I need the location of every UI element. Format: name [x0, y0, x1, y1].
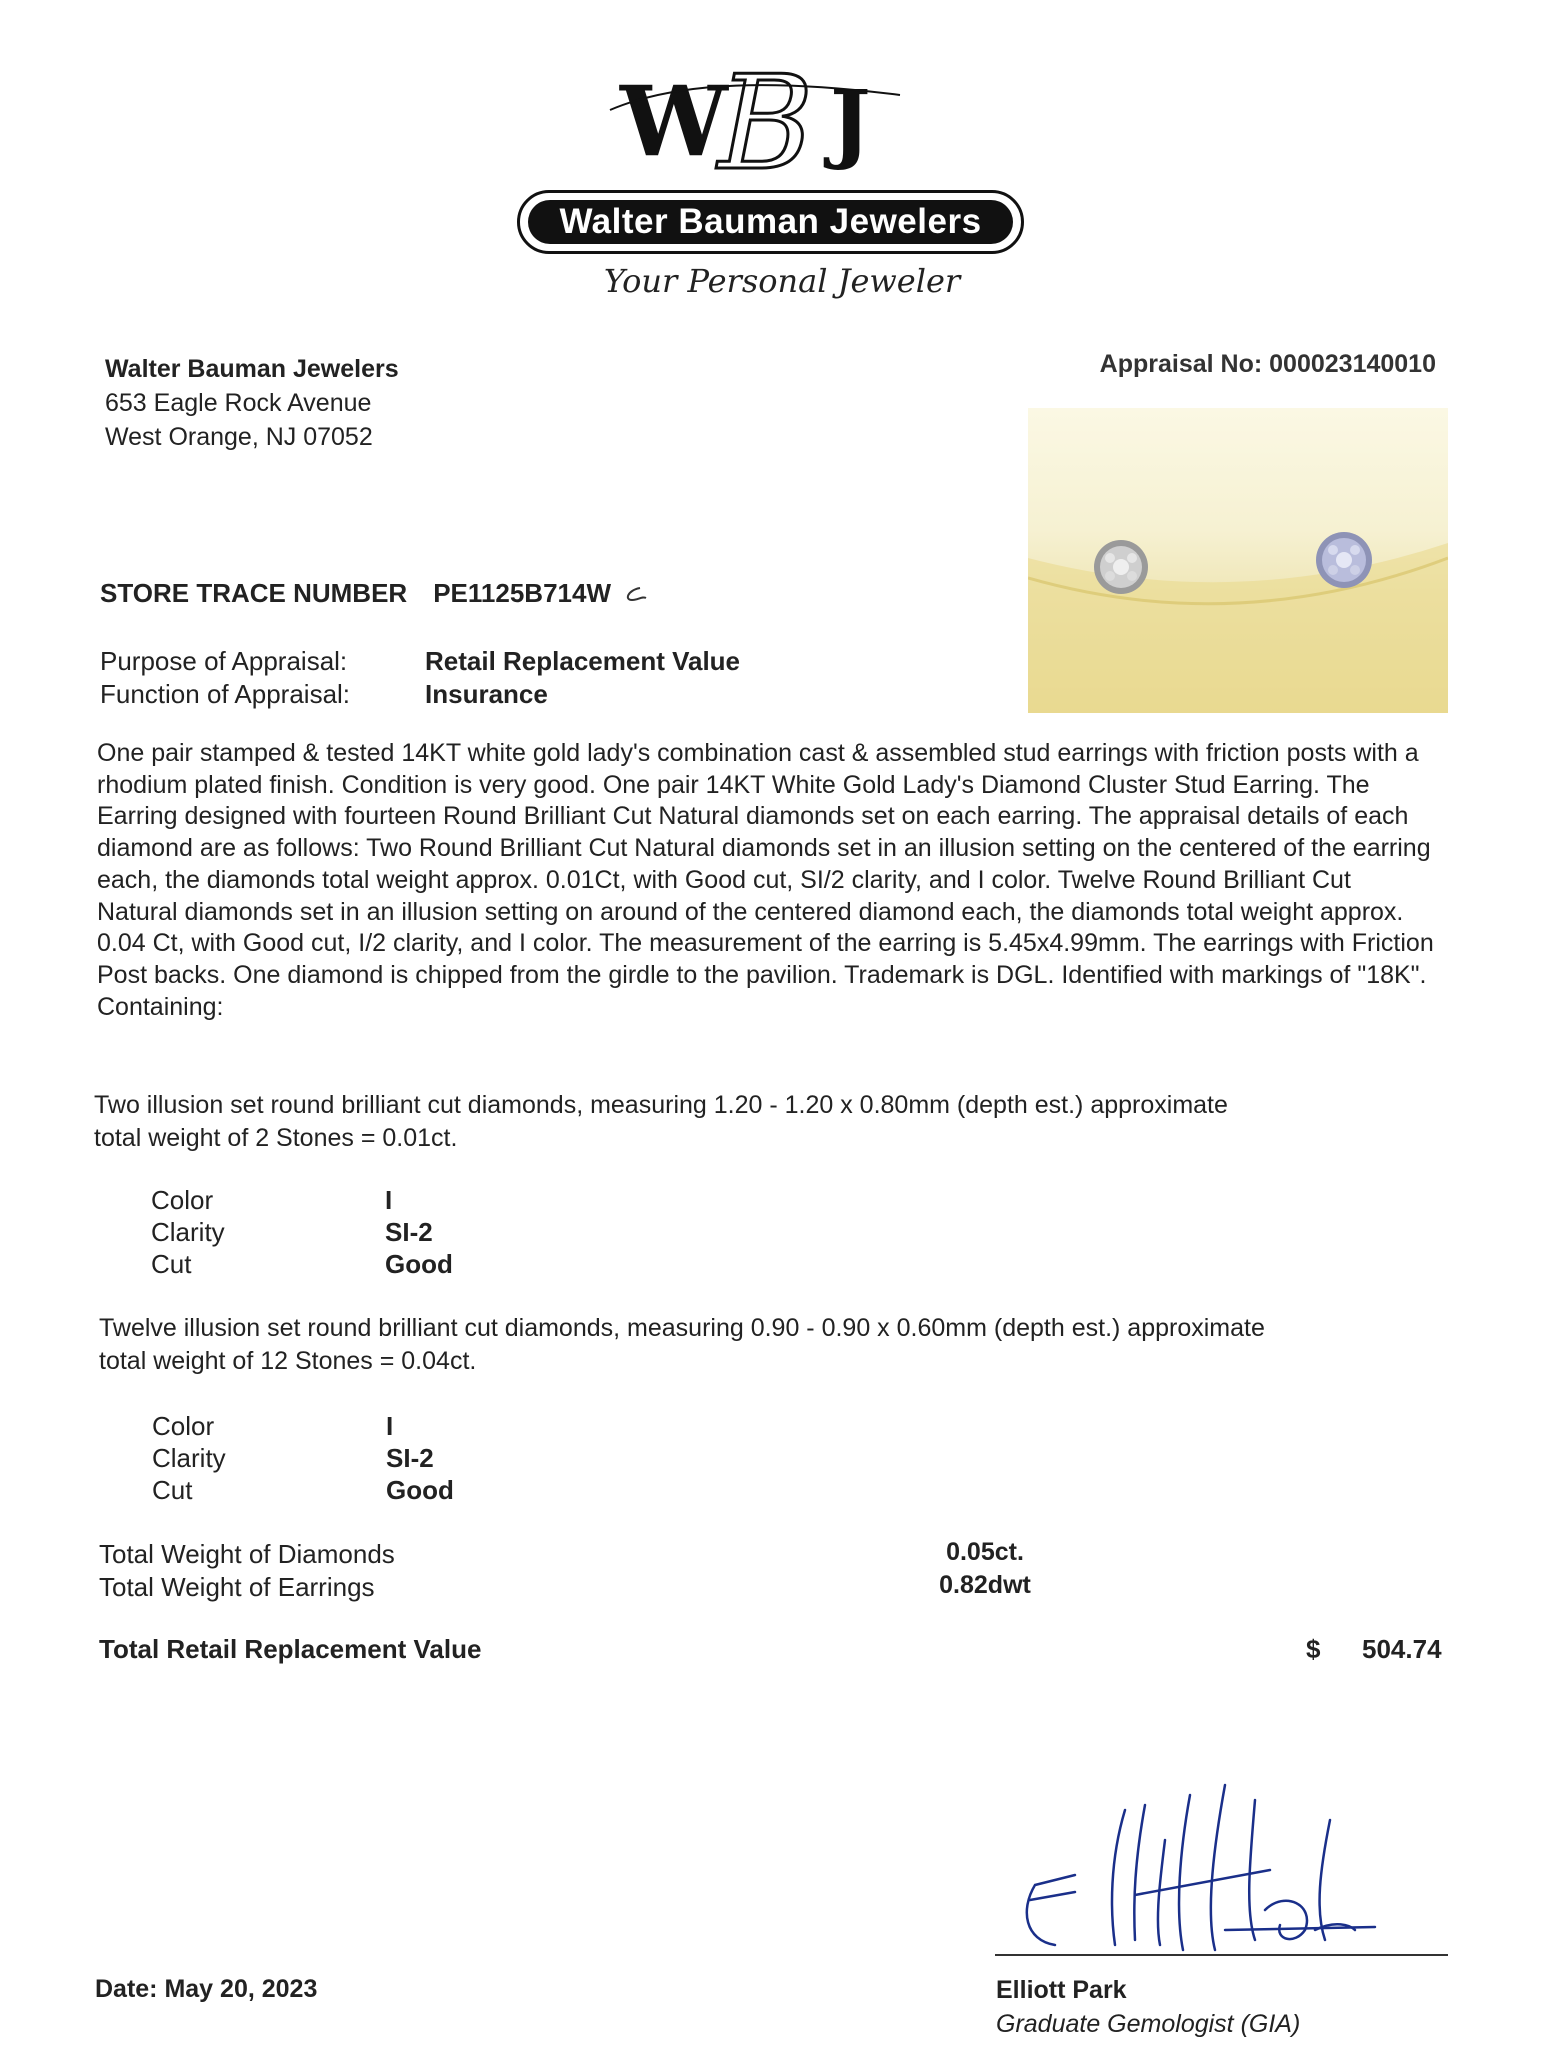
trace-label: STORE TRACE NUMBER	[100, 578, 408, 608]
total-earrings-label: Total Weight of Earrings	[99, 1572, 375, 1602]
appraisal-date: Date: May 20, 2023	[95, 1975, 318, 2003]
cut-label: Cut	[151, 1249, 192, 1279]
stone-set-2-line1: Twelve illusion set round brilliant cut diamonds, measuring 0.90 - 0.90 x 0.60mm (depth est.) approximate	[99, 1314, 1265, 1342]
svg-text:J: J	[830, 72, 871, 173]
earrings-photo	[1028, 408, 1448, 713]
store-city: West Orange, NJ 07052	[105, 423, 373, 451]
color-value: I	[385, 1185, 393, 1215]
color-label: Color	[151, 1185, 214, 1215]
totals-labels	[99, 1538, 395, 1604]
purpose-value: Retail Replacement Value	[425, 646, 741, 676]
totals-values	[935, 1536, 1035, 1602]
currency-symbol: $	[1306, 1634, 1321, 1664]
total-earrings-value: 0.82dwt	[939, 1571, 1031, 1599]
purpose-row	[100, 645, 740, 678]
brand-tagline: Your Personal Jeweler	[603, 262, 961, 300]
left-earring	[1094, 540, 1148, 594]
clarity-label: Clarity	[152, 1443, 226, 1473]
wbj-monogram	[600, 40, 920, 200]
handwritten-mark	[618, 584, 648, 606]
stone-set-2-grades	[152, 1410, 454, 1506]
brand-name: Walter Bauman Jewelers	[528, 200, 1013, 244]
trace-value: PE1125B714W	[433, 578, 611, 608]
purpose-block	[100, 645, 740, 711]
right-earring	[1316, 532, 1372, 588]
svg-text:B: B	[718, 47, 814, 199]
item-description: One pair stamped & tested 14KT white gold lady's combination cast & assembled stud earrings with friction posts with a rhodium plated finish. Condition is very good. One pair 14KT White Gold Lady's Diamond Cluster Stud Earring. The Earring designed with fourteen Round Brilliant Cut Natural diamonds set on each earring. The appraisal details of each diamond are as follows: Two Round Brilliant Cut Natural diamonds set in an illusion setting on the centered of the earring each, the diamonds total weight approx. 0.01Ct, with Good cut, SI/2 clarity, and I color. Twelve Round Brilliant Cut Natural diamonds set in an illusion setting on around of the centered diamond each, the diamonds total weight approx. 0.04 Ct, with Good cut, I/2 clarity, and I color. The measurement of the earring is 5.45x4.99mm. The earrings with Friction Post backs. One diamond is chipped from the girdle to the pavilion. Trademark is DGL. Identified with markings of "18K". Containing:	[97, 739, 1434, 1021]
cut-value: Good	[386, 1475, 454, 1505]
earrings-photo-drawing	[1028, 408, 1448, 713]
color-label: Color	[152, 1411, 215, 1441]
function-row	[100, 678, 740, 711]
total-diamonds-label: Total Weight of Diamonds	[99, 1539, 395, 1569]
signature-line	[995, 1954, 1448, 1956]
stone-set-1	[94, 1089, 1474, 1155]
svg-text:W: W	[620, 65, 728, 178]
purpose-label: Purpose of Appraisal:	[100, 646, 348, 676]
cut-value: Good	[385, 1249, 453, 1279]
stone-set-2	[99, 1312, 1479, 1378]
signer-name: Elliott Park	[996, 1976, 1127, 2004]
stone-set-1-line2: total weight of 2 Stones = 0.01ct.	[94, 1124, 458, 1152]
store-trace	[100, 578, 648, 609]
handwritten-signature	[1015, 1780, 1405, 1960]
stone-set-2-line2: total weight of 12 Stones = 0.04ct.	[99, 1347, 477, 1375]
store-street: 653 Eagle Rock Avenue	[105, 389, 372, 417]
store-address	[105, 352, 399, 454]
appraisal-number: Appraisal No: 000023140010	[1099, 350, 1436, 378]
store-name: Walter Bauman Jewelers	[105, 355, 399, 383]
stone-set-1-grades	[151, 1184, 453, 1280]
signer-title: Graduate Gemologist (GIA)	[996, 2010, 1301, 2038]
cut-label: Cut	[152, 1475, 193, 1505]
total-diamonds-value: 0.05ct.	[946, 1538, 1024, 1566]
function-value: Insurance	[425, 679, 548, 709]
function-label: Function of Appraisal:	[100, 679, 351, 709]
clarity-label: Clarity	[151, 1217, 225, 1247]
replacement-value: 504.74	[1362, 1634, 1442, 1664]
clarity-value: SI-2	[386, 1443, 434, 1473]
brand-name-banner	[517, 190, 1024, 254]
replacement-value-label: Total Retail Replacement Value	[99, 1634, 482, 1664]
color-value: I	[386, 1411, 394, 1441]
stone-set-1-line1: Two illusion set round brilliant cut diamonds, measuring 1.20 - 1.20 x 0.80mm (depth est.) approximate	[94, 1091, 1228, 1119]
clarity-value: SI-2	[385, 1217, 433, 1247]
signer-block	[996, 1973, 1300, 2041]
